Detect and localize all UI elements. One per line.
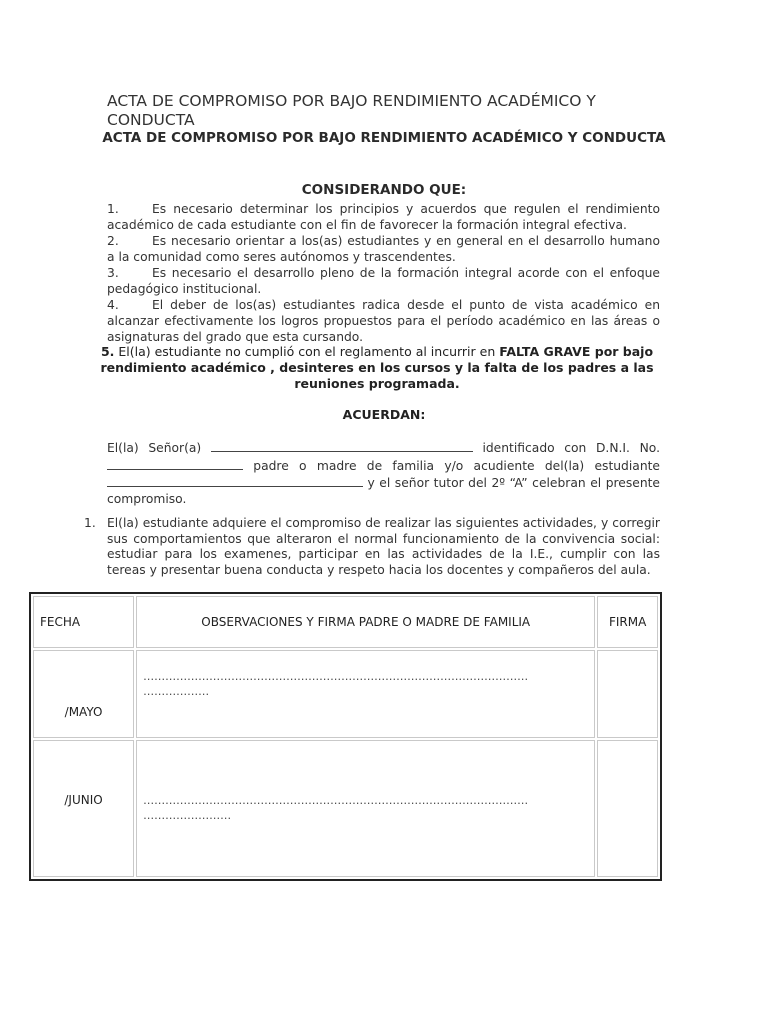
table-row bbox=[33, 650, 658, 738]
considerando-item-5 bbox=[86, 344, 668, 392]
item-text: Es necesario orientar a los(as) estudiantes y en general en el desarrollo humano a la comunidad como seres autónomos y trascendentes. bbox=[107, 234, 660, 264]
acta-heading: ACTA DE COMPROMISO POR BAJO RENDIMIENTO ACADÉMICO Y CONDUCTA bbox=[102, 130, 666, 146]
agreement-text: y el señor tutor del 2º “A” celebran el presente compromiso. bbox=[107, 476, 660, 506]
commitment-item bbox=[80, 516, 660, 578]
header-fecha: FECHA bbox=[33, 596, 134, 648]
agreement-text: El(la) Señor(a) bbox=[107, 441, 211, 455]
item-number: 2. bbox=[107, 234, 119, 248]
item-text: El(la) estudiante adquiere el compromiso de realizar las siguientes actividades, y corregir sus comportamientos que alteraron el normal funcionamiento de la convivencia social: estudiar para los examenes, participar en las actividades de la I.E., cumplir con las tereas y presentar buena conducta y respeto hacia los docentes y compañeros del aula. bbox=[107, 516, 660, 577]
agreement-text: identificado con D.N.I. No. bbox=[472, 441, 660, 455]
item-number: 1. bbox=[107, 202, 119, 216]
header-observaciones: OBSERVACIONES Y FIRMA PADRE O MADRE DE FAMILIA bbox=[136, 596, 595, 648]
table-row bbox=[33, 740, 658, 877]
month-label: /MAYO bbox=[64, 705, 103, 719]
header-firma: FIRMA bbox=[597, 596, 658, 648]
item-text-bold: FALTA GRAVE por bajo rendimiento académico , desinteres en los cursos y la falta de los padres a las reuniones programada. bbox=[100, 344, 654, 391]
item-text: Es necesario el desarrollo pleno de la formación integral acorde con el enfoque pedagógico institucional. bbox=[107, 266, 660, 296]
observations-cell[interactable] bbox=[136, 650, 595, 738]
signature-cell[interactable] bbox=[597, 740, 658, 877]
student-blank-line[interactable] bbox=[107, 474, 363, 487]
item-number: 1. bbox=[84, 516, 96, 530]
item-number: 3. bbox=[107, 266, 119, 280]
agreement-paragraph bbox=[107, 439, 660, 507]
considerando-item-3 bbox=[107, 265, 660, 297]
considerando-heading: CONSIDERANDO QUE: bbox=[301, 182, 467, 198]
month-label: /JUNIO bbox=[64, 793, 103, 807]
document-title: ACTA DE COMPROMISO POR BAJO RENDIMIENTO ACADÉMICO Y CONDUCTA bbox=[107, 92, 596, 129]
considerando-item-2 bbox=[107, 233, 660, 265]
dotted-line: …………………………………………………………………………………………… bbox=[143, 670, 529, 683]
item-number: 5. bbox=[100, 344, 115, 359]
item-text: Es necesario determinar los principios y acuerdos que regulen el rendimiento académico de cada estudiante con el fin de favorecer la formación integral efectiva. bbox=[107, 202, 660, 232]
signature-cell[interactable] bbox=[597, 650, 658, 738]
date-cell[interactable] bbox=[33, 740, 134, 877]
item-text: El deber de los(as) estudiantes radica desde el punto de vista académico en alcanzar efectivamente los logros propuestos para el período académico en las áreas o asignaturas del grado que esta cursando. bbox=[107, 298, 660, 344]
dotted-line: …………………… bbox=[143, 809, 232, 822]
dotted-line: ……………… bbox=[143, 685, 210, 698]
agreement-text: padre o madre de familia y/o acudiente del(la) estudiante bbox=[243, 458, 660, 473]
item-number: 4. bbox=[107, 298, 119, 312]
considerando-item-4 bbox=[107, 297, 660, 345]
acuerdan-heading: ACUERDAN: bbox=[342, 407, 426, 422]
date-cell[interactable] bbox=[33, 650, 134, 738]
dotted-line: …………………………………………………………………………………………… bbox=[143, 794, 529, 807]
follow-up-table bbox=[29, 592, 662, 881]
considerando-item-1 bbox=[107, 201, 660, 233]
name-blank-line[interactable] bbox=[211, 439, 473, 452]
table-header-row bbox=[33, 596, 658, 648]
dni-blank-line[interactable] bbox=[107, 457, 243, 470]
item-text: El(la) estudiante no cumplió con el reglamento al incurrir en bbox=[118, 344, 500, 359]
observations-cell[interactable] bbox=[136, 740, 595, 877]
